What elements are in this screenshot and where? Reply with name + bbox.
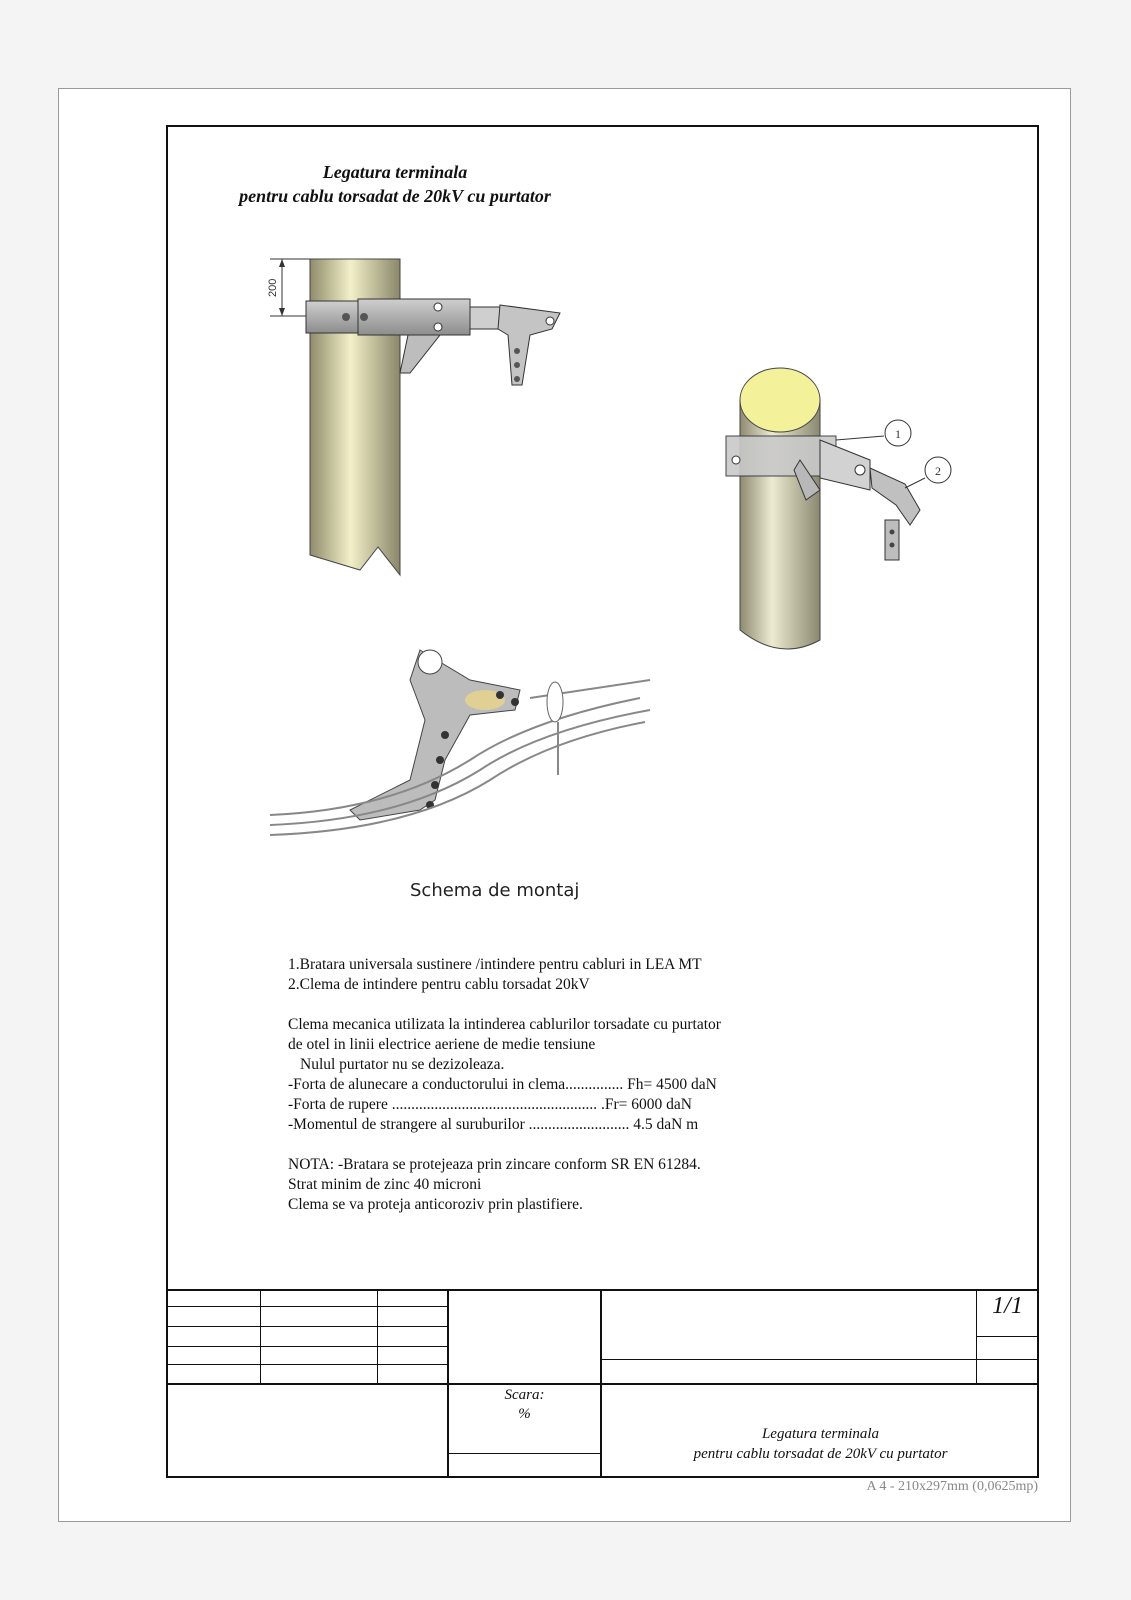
title-line-1: Legatura terminala	[322, 162, 468, 182]
scale-label: Scara:	[504, 1387, 545, 1403]
pole-side-view	[260, 255, 580, 590]
title-block-name-2: pentru cablu torsadat de 20kV cu purtator	[693, 1446, 948, 1462]
notes-section	[288, 955, 848, 1215]
nota-line-3: Clema se va proteja anticoroziv prin plastifiere.	[288, 1196, 583, 1213]
drawing-title	[200, 160, 590, 208]
spec-sliding-force: -Forta de alunecare a conductorului in clema............... Fh= 4500 daN	[288, 1076, 717, 1093]
item-2: 2.Clema de intindere pentru cablu torsadat 20kV	[288, 976, 590, 993]
spec-breaking-force: -Forta de rupere ..................................................... .Fr= 6000 daN	[288, 1096, 692, 1113]
figure-caption: Schema de montaj	[410, 880, 580, 901]
callout-1: 1	[895, 427, 901, 441]
callout-2: 2	[935, 464, 941, 478]
spec-tightening-torque: -Momentul de strangere al suruburilor .......................... 4.5 daN m	[288, 1116, 699, 1133]
sheet-number: 1/1	[992, 1293, 1023, 1319]
paper-format-label: A 4 - 210x297mm (0,0625mp)	[866, 1479, 1038, 1494]
dimension-label: 200	[267, 278, 279, 297]
description-line-2: de otel in linii electrice aeriene de medie tensiune	[288, 1036, 596, 1053]
scale-value: %	[518, 1406, 531, 1422]
description-line-3: Nulul purtator nu se dezizoleaza.	[300, 1056, 505, 1073]
title-line-2: pentru cablu torsadat de 20kV cu purtator	[239, 186, 551, 206]
title-block-name-1: Legatura terminala	[761, 1426, 880, 1442]
item-1: 1.Bratara universala sustinere /intindere pentru cabluri in LEA MT	[288, 956, 702, 973]
nota-line-1: NOTA: -Bratara se protejeaza prin zincare conform SR EN 61284.	[288, 1156, 701, 1173]
description-line-1: Clema mecanica utilizata la intinderea cablurilor torsadate cu purtator	[288, 1016, 721, 1033]
pole-isometric-view	[720, 360, 960, 660]
mounting-scheme-figure	[270, 640, 670, 860]
nota-line-2: Strat minim de zinc 40 microni	[288, 1176, 482, 1193]
